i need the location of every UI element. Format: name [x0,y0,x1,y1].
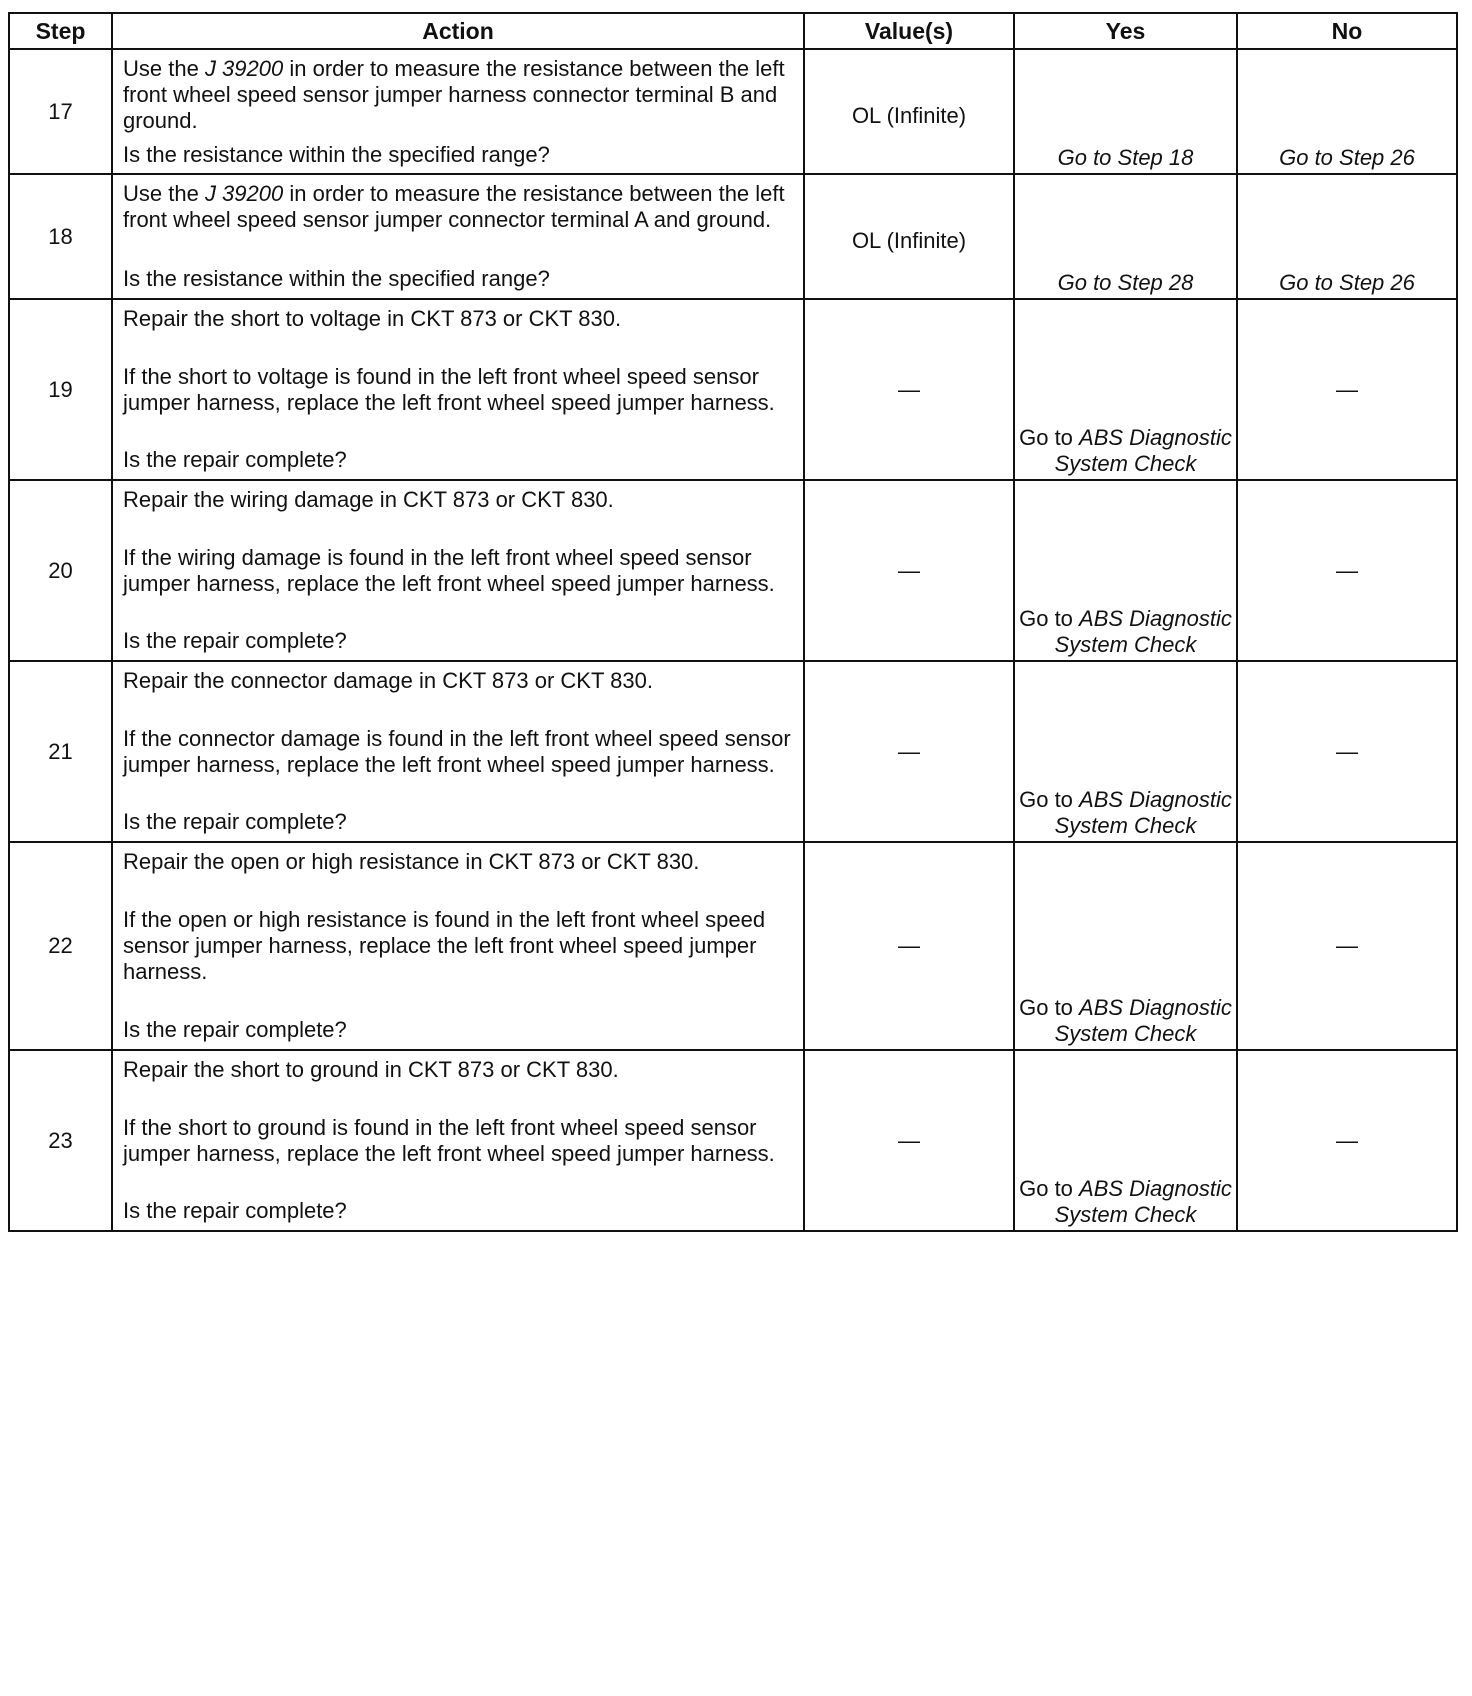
no-cell [1237,174,1457,299]
no-cell [1237,480,1457,661]
table-row [9,480,1457,661]
text-run: in order to measure the resistance between the left front wheel speed sensor jumper connector terminal A and ground. [123,181,785,232]
yes-cell [1014,299,1237,480]
step-cell: 20 [9,480,112,661]
text-run: ABS Diagnostic System Check [1054,995,1232,1046]
text-run: Is the repair complete? [123,809,347,834]
step-cell: 23 [9,1050,112,1231]
text-run: Repair the wiring damage in CKT 873 or CKT 830. [123,487,614,512]
text-run: J 39200 [204,181,284,206]
header-values: Value(s) [804,13,1014,49]
text-run: Go to Step 28 [1057,270,1194,295]
table-body [9,49,1457,1231]
text-run: If the short to voltage is found in the left front wheel speed sensor jumper harness, replace the left front wheel speed jumper harness. [123,363,775,415]
step-cell: 17 [9,49,112,174]
step-cell: 22 [9,842,112,1050]
text-run: Go to [1019,787,1080,812]
text-run: Is the repair complete? [123,1017,347,1042]
text-run: Is the repair complete? [123,1198,347,1223]
action-cell [112,299,804,480]
step-cell: 18 [9,174,112,299]
no-target [1336,1128,1358,1154]
text-run: If the wiring damage is found in the left front wheel speed sensor jumper harness, replace the left front wheel speed jumper harness. [123,544,775,596]
text-run: Is the repair complete? [123,628,347,653]
action-cell [112,1050,804,1231]
action-paragraph [123,1057,795,1083]
table-row [9,174,1457,299]
table-row [9,661,1457,842]
yes-target [1019,1176,1232,1228]
header-row [9,13,1457,49]
text-run: Go to [1019,425,1080,450]
text-run: Go to [1019,1176,1080,1201]
yes-cell [1014,49,1237,174]
value-cell: — [804,480,1014,661]
text-run: — [1336,376,1358,402]
text-run: Go to [1019,995,1080,1020]
no-cell [1237,661,1457,842]
yes-cell [1014,661,1237,842]
no-cell [1237,842,1457,1050]
action-paragraph [123,306,795,332]
text-run: Is the repair complete? [123,447,347,472]
action-paragraph [123,628,795,654]
text-run: Is the resistance within the specified range? [123,266,550,291]
value-cell: — [804,842,1014,1050]
yes-cell [1014,1050,1237,1231]
text-run: Repair the short to ground in CKT 873 or CKT 830. [123,1057,619,1082]
table-row [9,299,1457,480]
text-run: — [1336,557,1358,583]
action-paragraph [123,364,795,416]
action-paragraph [123,181,795,233]
text-run: Go to Step 26 [1279,270,1415,295]
text-run: If the short to ground is found in the left front wheel speed sensor jumper harness, replace the left front wheel speed jumper harness. [123,1114,775,1166]
text-run: Use the [123,56,205,81]
text-run: — [1336,738,1358,764]
step-cell: 19 [9,299,112,480]
no-cell [1237,49,1457,174]
text-run: Is the resistance within the specified range? [123,142,550,167]
no-target [1336,377,1358,403]
text-run: Repair the open or high resistance in CKT 873 or CKT 830. [123,849,700,874]
action-paragraph [123,266,795,292]
yes-target [1019,270,1232,296]
text-run: ABS Diagnostic System Check [1054,606,1232,657]
no-target [1336,558,1358,584]
yes-target [1019,145,1232,171]
action-paragraph [123,809,795,835]
action-paragraph [123,142,795,168]
table-row [9,842,1457,1050]
no-target [1242,270,1452,296]
text-run: Go to Step 18 [1057,145,1194,170]
diagnostic-table [8,12,1458,1232]
action-paragraph [123,668,795,694]
value-cell: OL (Infinite) [804,174,1014,299]
text-run: ABS Diagnostic System Check [1054,425,1232,476]
action-paragraph [123,1115,795,1167]
yes-cell [1014,842,1237,1050]
header-step: Step [9,13,112,49]
yes-target [1019,425,1232,477]
text-run: J 39200 [204,56,284,81]
text-run: — [1336,933,1358,958]
action-cell [112,174,804,299]
action-cell [112,661,804,842]
header-action: Action [112,13,804,49]
action-cell [112,49,804,174]
table-row [9,1050,1457,1231]
value-cell: — [804,1050,1014,1231]
header-yes: Yes [1014,13,1237,49]
no-target [1336,739,1358,765]
action-paragraph [123,545,795,597]
text-run: If the connector damage is found in the left front wheel speed sensor jumper harness, replace the left front wheel speed jumper harness. [123,725,791,777]
text-run: Use the [123,181,205,206]
yes-target [1019,787,1232,839]
text-run: — [1336,1127,1358,1153]
yes-cell [1014,174,1237,299]
header-no: No [1237,13,1457,49]
action-paragraph [123,447,795,473]
action-cell [112,480,804,661]
action-paragraph [123,1198,795,1224]
action-paragraph [123,487,795,513]
text-run: in order to measure the resistance between the left front wheel speed sensor jumper harness connector terminal B and ground. [123,56,785,133]
text-run: Repair the connector damage in CKT 873 or CKT 830. [123,668,653,693]
yes-target [1019,995,1232,1047]
action-paragraph [123,726,795,778]
action-paragraph [123,56,795,134]
no-target [1336,933,1358,959]
action-paragraph [123,907,795,985]
value-cell: OL (Infinite) [804,49,1014,174]
no-cell [1237,1050,1457,1231]
no-cell [1237,299,1457,480]
no-target [1242,145,1452,171]
action-paragraph [123,849,795,875]
value-cell: — [804,661,1014,842]
yes-cell [1014,480,1237,661]
value-cell: — [804,299,1014,480]
table-row [9,49,1457,174]
yes-target [1019,606,1232,658]
text-run: ABS Diagnostic System Check [1054,1176,1232,1227]
action-paragraph [123,1017,795,1043]
text-run: Repair the short to voltage in CKT 873 or CKT 830. [123,306,622,331]
text-run: ABS Diagnostic System Check [1054,787,1232,838]
action-cell [112,842,804,1050]
text-run: Go to Step 26 [1279,145,1415,170]
text-run: If the open or high resistance is found in the left front wheel speed sensor jumper harness, replace the left front wheel speed jumper harness. [123,907,766,984]
text-run: Go to [1019,606,1080,631]
step-cell: 21 [9,661,112,842]
